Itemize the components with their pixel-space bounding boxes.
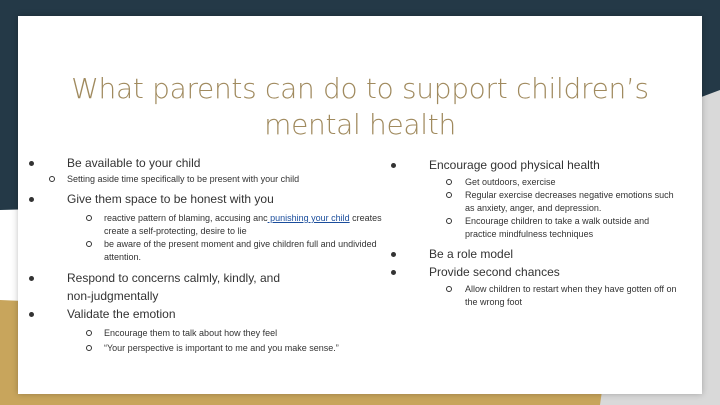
sub-bullet-text: be aware of the present moment and give children full and undivided attention. <box>104 239 377 262</box>
bullet-role-model <box>391 245 691 263</box>
bullet-text: Give them space to be honest with you <box>67 192 274 206</box>
hollow-bullet-icon <box>446 218 452 224</box>
sub-bullet-text-start: reactive pattern of blaming, accusing anc <box>104 213 268 223</box>
sub-bullet-text: Setting aside time specifically to be present with your child <box>67 174 300 184</box>
bullet-text: Validate the emotion <box>67 307 176 321</box>
bullet-dot-icon <box>391 270 396 275</box>
hollow-bullet-icon <box>446 192 452 198</box>
bullet-text: Be a role model <box>429 247 514 261</box>
sub-bullet-encourage-talk <box>29 327 374 340</box>
bullet-physical-health <box>391 156 691 174</box>
sub-bullet-perspective-quote <box>29 342 374 355</box>
hollow-bullet-icon <box>86 215 92 221</box>
sub-bullet-text: “Your perspective is important to me and you make sense.” <box>104 343 339 353</box>
hollow-bullet-icon <box>86 345 92 351</box>
bullet-be-available <box>29 154 374 172</box>
sub-bullet-text: Encourage them to talk about how they feel <box>104 328 278 338</box>
bullet-dot-icon <box>391 163 396 168</box>
bullet-dot-icon <box>29 276 34 281</box>
bullet-second-chances <box>391 263 691 281</box>
bullet-dot-icon <box>29 197 34 202</box>
bullet-validate-emotion <box>29 305 374 323</box>
bullet-text: Encourage good physical health <box>429 158 600 172</box>
sub-bullet-be-aware <box>29 238 394 264</box>
bullet-dot-icon <box>391 252 396 257</box>
bullet-text: Be available to your child <box>67 156 201 170</box>
sub-bullet-text: Regular exercise decreases negative emotions such as anxiety, anger, and depression. <box>465 190 674 213</box>
sub-bullet-text: Encourage children to take a walk outside and practice mindfulness techniques <box>465 216 650 239</box>
hollow-bullet-icon <box>49 176 55 182</box>
sub-bullet-allow-restart <box>391 283 677 309</box>
bullet-dot-icon <box>29 161 34 166</box>
sub-bullet-text: Allow children to restart when they have gotten off on the wrong foot <box>465 284 677 307</box>
sub-bullet-setting-aside-time <box>29 173 374 186</box>
sub-bullet-walk-outside <box>391 215 677 241</box>
sub-bullet-reactive-pattern <box>29 212 394 238</box>
bullet-give-space <box>29 190 374 208</box>
right-column <box>391 156 691 309</box>
sub-bullet-get-outdoors <box>391 176 691 189</box>
sub-bullet-text-end: creates create a self-protecting, desire to lie <box>104 213 382 236</box>
hollow-bullet-icon <box>86 241 92 247</box>
punishing-link[interactable]: punishing your child <box>267 213 350 223</box>
bullet-respond-calmly <box>29 269 307 305</box>
sub-bullet-text: Get outdoors, exercise <box>465 177 556 187</box>
left-column <box>29 154 382 355</box>
sub-bullet-regular-exercise <box>391 189 677 215</box>
slide-title: What parents can do to support children’s mental health <box>71 72 649 141</box>
hollow-bullet-icon <box>86 330 92 336</box>
bullet-text: Provide second chances <box>429 265 560 279</box>
hollow-bullet-icon <box>446 179 452 185</box>
bullet-text: Respond to concerns calmly, kindly, and non-judgmentally <box>67 271 280 303</box>
bullet-dot-icon <box>29 312 34 317</box>
hollow-bullet-icon <box>446 286 452 292</box>
